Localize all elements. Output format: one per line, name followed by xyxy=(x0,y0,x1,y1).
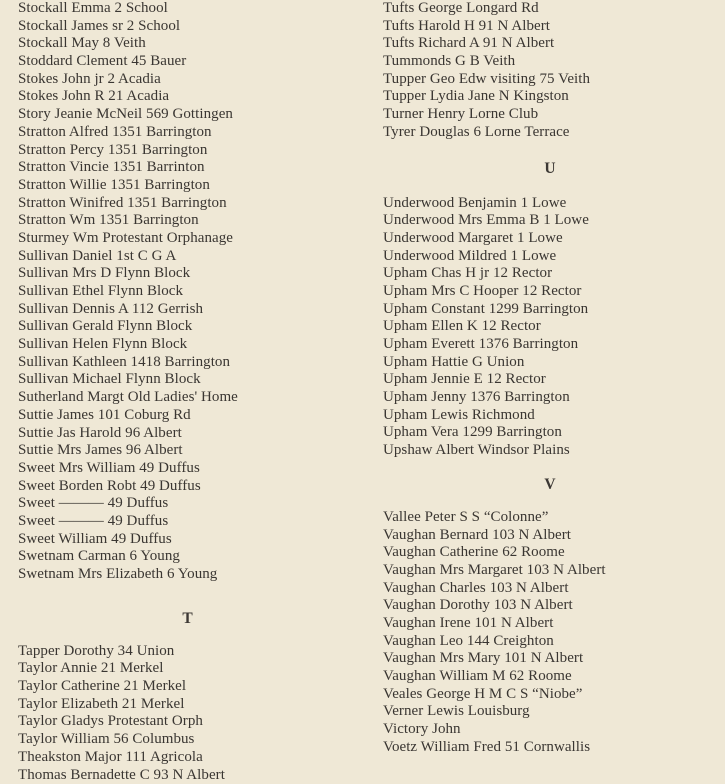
directory-entry: Tufts Harold H 91 N Albert xyxy=(383,18,718,36)
directory-entry: Upham Jennie E 12 Rector xyxy=(383,371,718,389)
directory-entry: Stockall James sr 2 School xyxy=(18,18,358,36)
directory-entry: Tapper Dorothy 34 Union xyxy=(18,643,358,661)
directory-entry: Vaughan Irene 101 N Albert xyxy=(383,615,718,633)
directory-entry: Taylor William 56 Columbus xyxy=(18,731,358,749)
directory-entry: Vallee Peter S S “Colonne” xyxy=(383,509,718,527)
directory-entry: Taylor Annie 21 Merkel xyxy=(18,660,358,678)
directory-entry: Stratton Willie 1351 Barrington xyxy=(18,177,358,195)
directory-entry: Upham Ellen K 12 Rector xyxy=(383,318,718,336)
directory-entry: Theakston Major 111 Agricola xyxy=(18,749,358,767)
directory-entry: Taylor Catherine 21 Merkel xyxy=(18,678,358,696)
directory-entry: Vaughan Dorothy 103 N Albert xyxy=(383,597,718,615)
directory-entry: Stockall May 8 Veith xyxy=(18,35,358,53)
directory-entry: Upham Mrs C Hooper 12 Rector xyxy=(383,283,718,301)
directory-entry: Vaughan William M 62 Roome xyxy=(383,668,718,686)
directory-entry: Sutherland Margt Old Ladies' Home xyxy=(18,389,358,407)
directory-entry: Upham Hattie G Union xyxy=(383,354,718,372)
directory-entry: Voetz William Fred 51 Cornwallis xyxy=(383,739,718,757)
directory-entry: Stockall Emma 2 School xyxy=(18,0,358,18)
directory-entry: Suttie Mrs James 96 Albert xyxy=(18,442,358,460)
directory-entry: Verner Lewis Louisburg xyxy=(383,703,718,721)
directory-entry: Underwood Benjamin 1 Lowe xyxy=(383,195,718,213)
directory-entry: Upham Chas H jr 12 Rector xyxy=(383,265,718,283)
directory-entry: Tupper Lydia Jane N Kingston xyxy=(383,88,718,106)
directory-entry: Suttie James 101 Coburg Rd xyxy=(18,407,358,425)
directory-entry: Sullivan Helen Flynn Block xyxy=(18,336,358,354)
directory-entry: Sweet William 49 Duffus xyxy=(18,531,358,549)
directory-entry: Stratton Alfred 1351 Barrington xyxy=(18,124,358,142)
directory-entry: Suttie Jas Harold 96 Albert xyxy=(18,425,358,443)
directory-entry: Story Jeanie McNeil 569 Gottingen xyxy=(18,106,358,124)
directory-entry: Vaughan Mrs Margaret 103 N Albert xyxy=(383,562,718,580)
directory-entry: Sullivan Michael Flynn Block xyxy=(18,371,358,389)
directory-entry: Sullivan Mrs D Flynn Block xyxy=(18,265,358,283)
directory-entry: Sturmey Wm Protestant Orphanage xyxy=(18,230,358,248)
directory-entry: Stratton Winifred 1351 Barrington xyxy=(18,195,358,213)
directory-entry: Stratton Percy 1351 Barrington xyxy=(18,142,358,160)
directory-entry: Upham Everett 1376 Barrington xyxy=(383,336,718,354)
directory-entry: Victory John xyxy=(383,721,718,739)
directory-entry: Sullivan Dennis A 112 Gerrish xyxy=(18,301,358,319)
right-entries-t xyxy=(383,0,718,142)
directory-entry: Tufts George Longard Rd xyxy=(383,0,718,18)
directory-entry: Tupper Geo Edw visiting 75 Veith xyxy=(383,71,718,89)
directory-entry: Vaughan Leo 144 Creighton xyxy=(383,633,718,651)
directory-entry: Upham Jenny 1376 Barrington xyxy=(383,389,718,407)
directory-entry: Sullivan Daniel 1st C G A xyxy=(18,248,358,266)
directory-entry: Tummonds G B Veith xyxy=(383,53,718,71)
directory-entry: Taylor Gladys Protestant Orph xyxy=(18,713,358,731)
left-entries-s xyxy=(18,0,358,584)
directory-entry: Stratton Vincie 1351 Barrinton xyxy=(18,159,358,177)
directory-entry: Stokes John jr 2 Acadia xyxy=(18,71,358,89)
directory-entry: Thomas Bernadette C 93 N Albert xyxy=(18,767,358,784)
directory-entry: Underwood Margaret 1 Lowe xyxy=(383,230,718,248)
directory-entry: Tyrer Douglas 6 Lorne Terrace xyxy=(383,124,718,142)
directory-entry: Upham Lewis Richmond xyxy=(383,407,718,425)
directory-entry: Sweet ——— 49 Duffus xyxy=(18,513,358,531)
right-entries-u xyxy=(383,195,718,460)
directory-entry: Sweet Mrs William 49 Duffus xyxy=(18,460,358,478)
directory-entry: Taylor Elizabeth 21 Merkel xyxy=(18,696,358,714)
directory-entry: Stoddard Clement 45 Bauer xyxy=(18,53,358,71)
right-column xyxy=(383,0,718,756)
directory-entry: Vaughan Bernard 103 N Albert xyxy=(383,527,718,545)
directory-entry: Underwood Mrs Emma B 1 Lowe xyxy=(383,212,718,230)
directory-entry: Sullivan Kathleen 1418 Barrington xyxy=(18,354,358,372)
directory-entry: Turner Henry Lorne Club xyxy=(383,106,718,124)
directory-entry: Upshaw Albert Windsor Plains xyxy=(383,442,718,460)
section-heading-t: T xyxy=(18,601,358,636)
directory-entry: Upham Vera 1299 Barrington xyxy=(383,424,718,442)
section-heading-u: U xyxy=(383,151,718,186)
directory-entry: Swetnam Mrs Elizabeth 6 Young xyxy=(18,566,358,584)
directory-entry: Sweet ——— 49 Duffus xyxy=(18,495,358,513)
left-entries-t xyxy=(18,643,358,784)
directory-entry: Swetnam Carman 6 Young xyxy=(18,548,358,566)
directory-entry: Stokes John R 21 Acadia xyxy=(18,88,358,106)
right-entries-v xyxy=(383,509,718,757)
directory-entry: Vaughan Mrs Mary 101 N Albert xyxy=(383,650,718,668)
directory-entry: Vaughan Charles 103 N Albert xyxy=(383,580,718,598)
directory-entry: Upham Constant 1299 Barrington xyxy=(383,301,718,319)
directory-entry: Sullivan Ethel Flynn Block xyxy=(18,283,358,301)
directory-entry: Sullivan Gerald Flynn Block xyxy=(18,318,358,336)
directory-entry: Tufts Richard A 91 N Albert xyxy=(383,35,718,53)
left-column xyxy=(18,0,358,784)
directory-entry: Stratton Wm 1351 Barrington xyxy=(18,212,358,230)
directory-entry: Underwood Mildred 1 Lowe xyxy=(383,248,718,266)
directory-entry: Sweet Borden Robt 49 Duffus xyxy=(18,478,358,496)
directory-entry: Vaughan Catherine 62 Roome xyxy=(383,544,718,562)
directory-entry: Veales George H M C S “Niobe” xyxy=(383,686,718,704)
section-heading-v: V xyxy=(383,467,718,502)
